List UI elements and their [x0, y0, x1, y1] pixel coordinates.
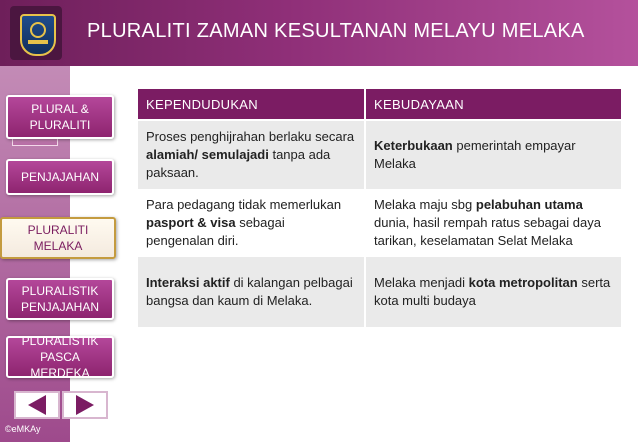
arrow-left-icon: [28, 395, 46, 415]
table-row: [138, 257, 621, 327]
nav-label: PLURALITI MELAKA: [27, 223, 89, 253]
nav-plural-pluraliti-button[interactable]: [6, 95, 114, 139]
nav-label: PLURAL & PLURALITI: [29, 102, 91, 132]
university-crest-logo: [10, 6, 62, 60]
nav-penjajahan-button[interactable]: [6, 159, 114, 195]
previous-slide-button[interactable]: [14, 391, 60, 419]
next-slide-button[interactable]: [62, 391, 108, 419]
nav-label: PLURALISTIK PENJAJAHAN: [20, 284, 100, 314]
pluraliti-table: [138, 89, 621, 327]
nav-pluraliti-melaka-button[interactable]: [0, 217, 116, 259]
table-row: [138, 189, 621, 257]
nav-pluralistik-penjajahan-button[interactable]: [6, 278, 114, 320]
table-row: [138, 120, 621, 189]
table-header-row: [138, 89, 621, 120]
table-cell: Melaka menjadi kota metropolitan serta kota multi budaya: [365, 257, 621, 327]
page-title: PLURALITI ZAMAN KESULTANAN MELAYU MELAKA: [87, 20, 585, 42]
nav-label: PENJAJAHAN: [20, 170, 100, 184]
table-cell: Para pedagang tidak memerlukan pasport & visa sebagai pengenalan diri.: [138, 189, 365, 257]
crest-shield-icon: [20, 14, 56, 56]
nav-pluralistik-pasca-merdeka-button[interactable]: [6, 336, 114, 378]
table-cell: Proses penghijrahan berlaku secara alamiah/ semulajadi tanpa ada paksaan.: [138, 120, 365, 189]
table-cell: Melaka maju sbg pelabuhan utama dunia, hasil rempah ratus sebagai daya tarikan, keselamatan Selat Melaka: [365, 189, 621, 257]
arrow-right-icon: [76, 395, 94, 415]
nav-label: PLURALISTIK PASCA MERDEKA: [21, 334, 99, 380]
column-header-kebudayaan: KEBUDAYAAN: [365, 89, 621, 120]
copyright-text: ©eMKAy: [5, 424, 41, 434]
table-cell: Interaksi aktif di kalangan pelbagai bangsa dan kaum di Melaka.: [138, 257, 365, 327]
column-header-kependudukan: KEPENDUDUKAN: [138, 89, 365, 120]
header-bar: [0, 0, 638, 66]
table-cell: Keterbukaan pemerintah empayar Melaka: [365, 120, 621, 189]
